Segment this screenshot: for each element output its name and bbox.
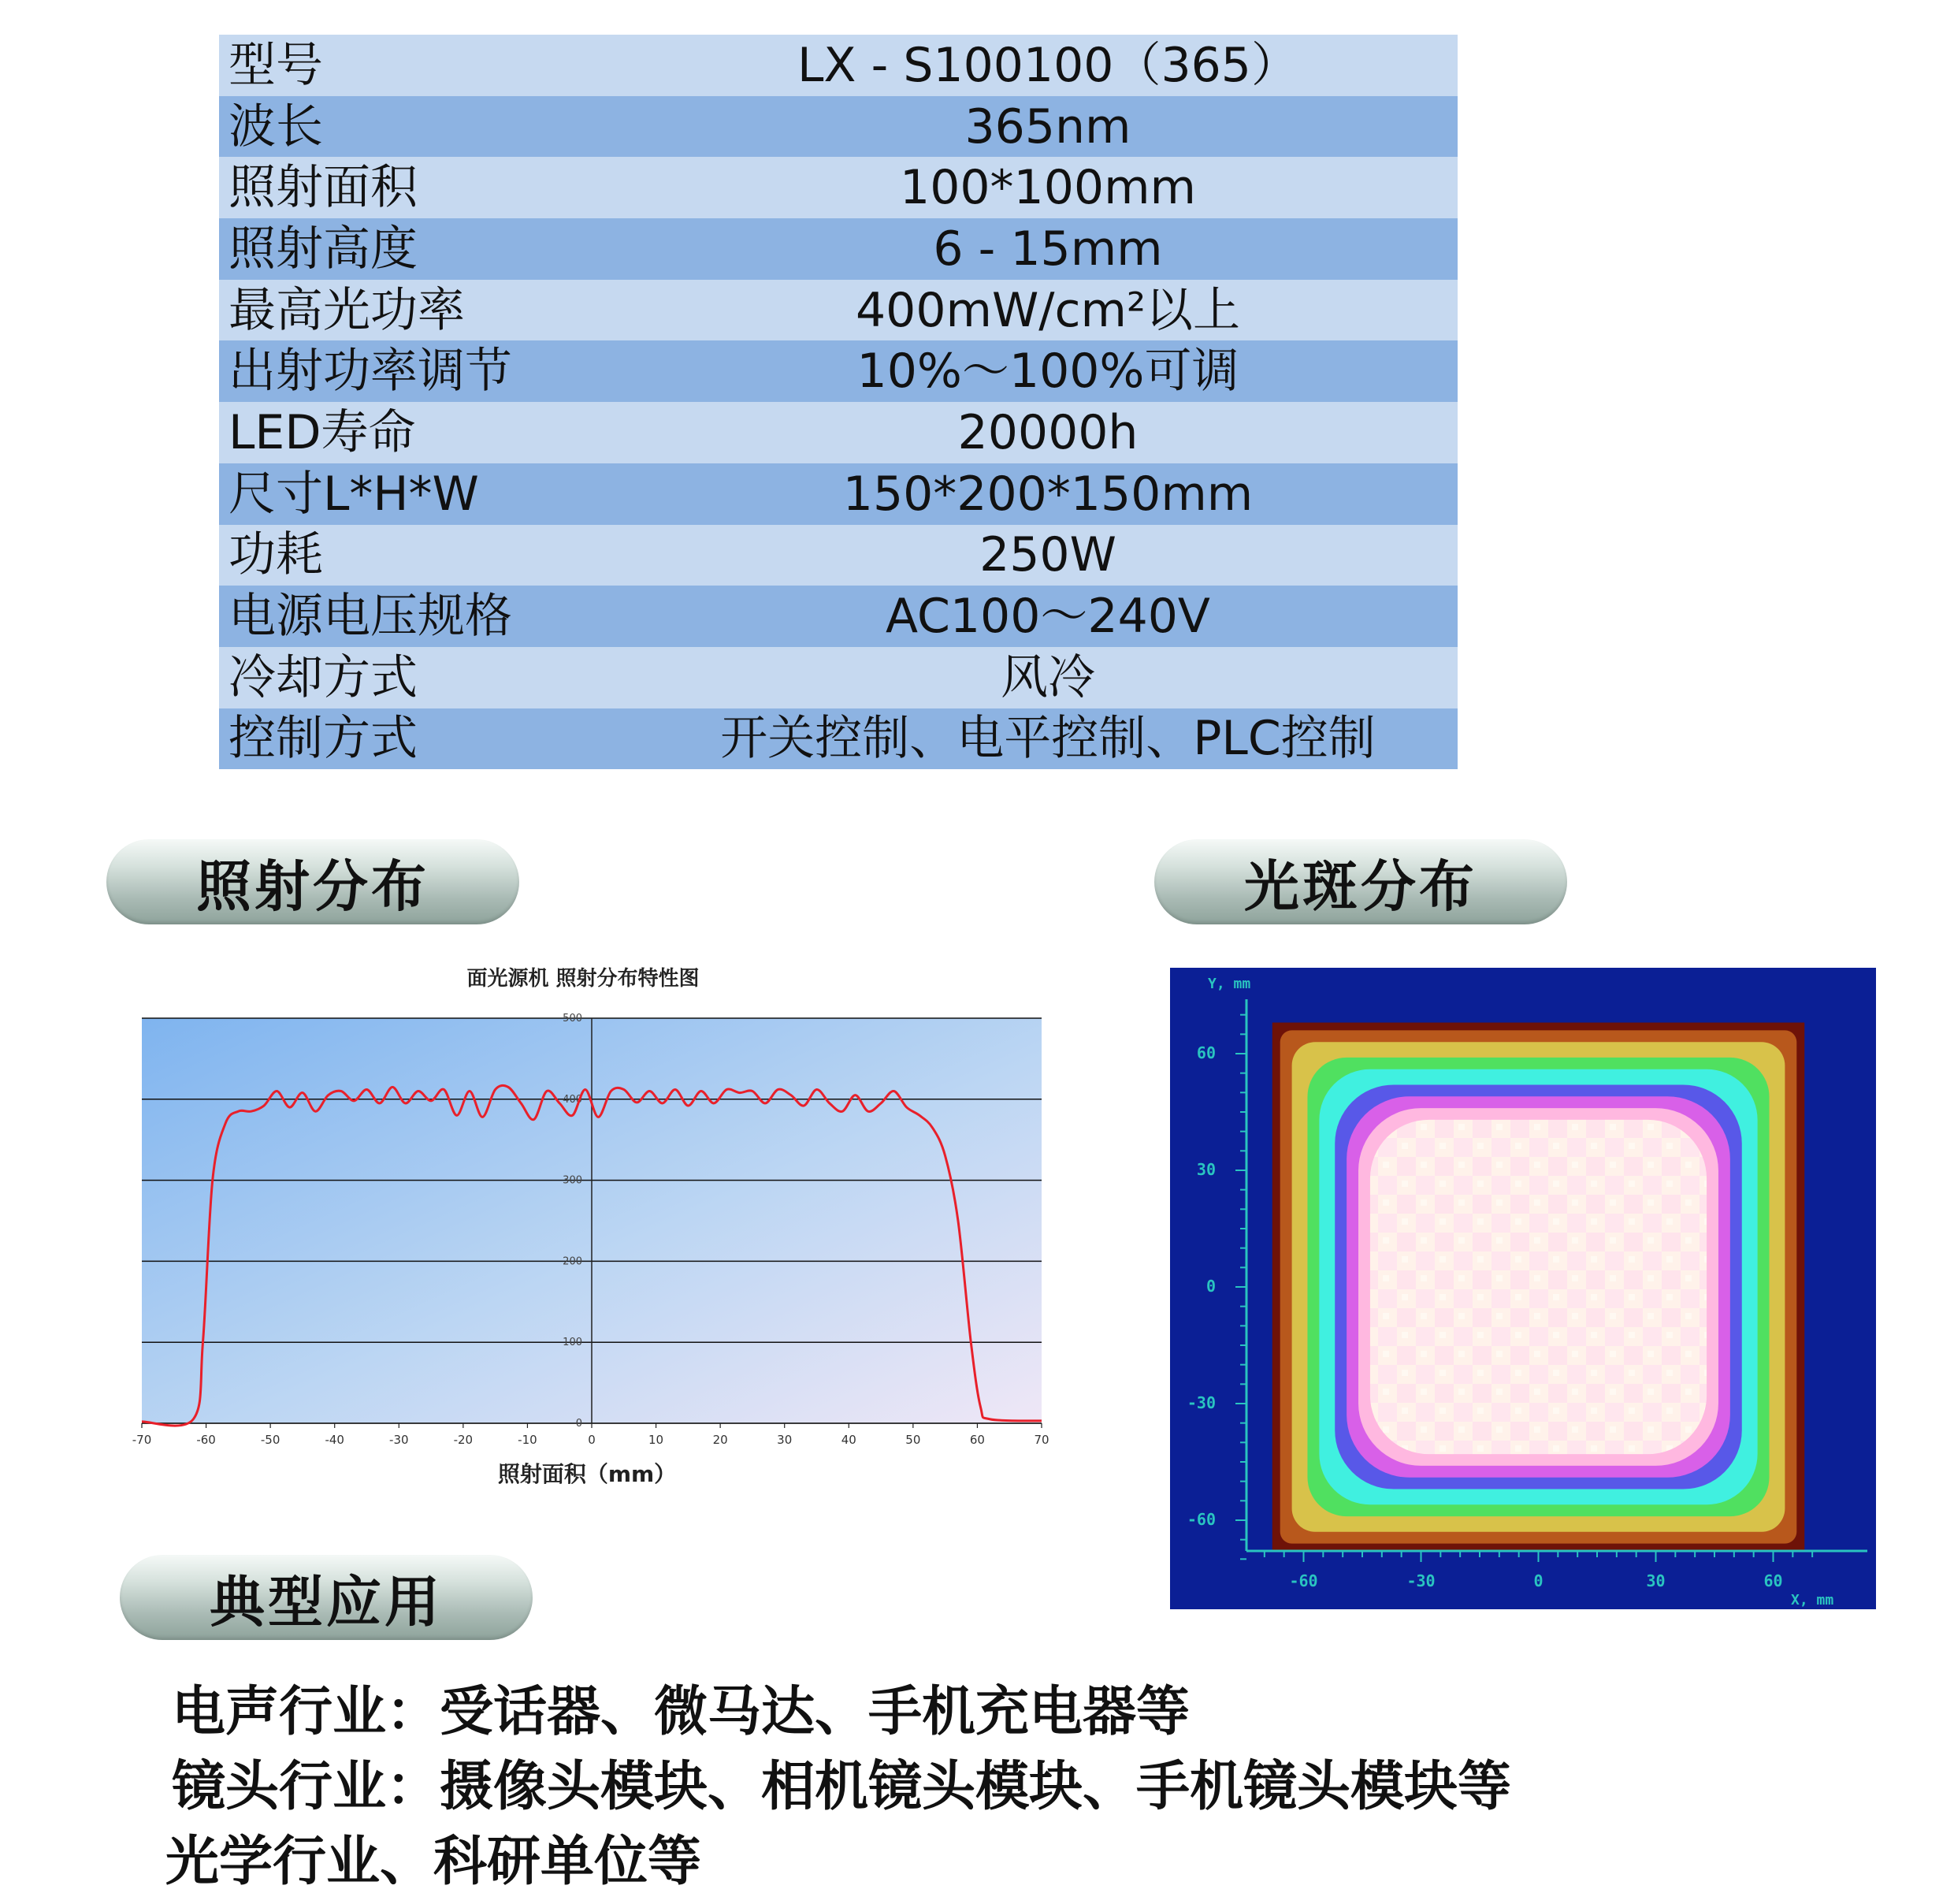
- spec-value: 150*200*150mm: [670, 463, 1458, 525]
- y-tick-label: 500: [563, 1013, 582, 1025]
- x-tick-label: -40: [325, 1433, 344, 1447]
- heatmap-y-axis-label: Y, mm: [1208, 976, 1251, 992]
- intensity-band: [1370, 1120, 1707, 1454]
- heatmap-intensity-bands: [1272, 1023, 1804, 1552]
- x-tick-label: 40: [841, 1433, 856, 1447]
- spec-row-model: [219, 35, 1458, 96]
- chart-title: 面光源机 照射分布特性图: [466, 967, 700, 991]
- chart-x-axis-label: 照射面积（mm）: [497, 1461, 677, 1487]
- spec-row-wavelength: [219, 96, 1458, 158]
- y-tick-label: 0: [1205, 1277, 1216, 1296]
- spec-value: 10%～100%可调: [670, 340, 1458, 402]
- chart-x-ticks: [132, 1423, 1049, 1447]
- x-tick-label: -10: [518, 1433, 537, 1447]
- x-tick-label: -30: [389, 1433, 409, 1447]
- spec-row-power-adjust: [219, 340, 1458, 402]
- y-tick-label: 400: [563, 1093, 582, 1106]
- application-item: 电声行业：受话器、微马达、手机充电器等: [172, 1681, 1191, 1743]
- x-tick-label: -60: [1289, 1571, 1318, 1590]
- spec-value: 风冷: [670, 647, 1458, 708]
- y-tick-label: -60: [1187, 1510, 1216, 1529]
- section-title: 典型应用: [210, 1569, 443, 1634]
- spec-row-cooling: [219, 647, 1458, 708]
- x-tick-label: 30: [1646, 1571, 1666, 1590]
- x-tick-label: -60: [196, 1433, 216, 1447]
- spec-row-led-life: [219, 402, 1458, 463]
- x-tick-label: 30: [777, 1433, 793, 1447]
- y-tick-label: 100: [563, 1337, 582, 1349]
- x-tick-label: 10: [648, 1433, 664, 1447]
- spec-label: 电源电压规格: [219, 586, 670, 647]
- spec-label: 控制方式: [219, 708, 670, 770]
- spec-table-body: [219, 35, 1458, 769]
- spot-heatmap-svg: [1170, 968, 1876, 1609]
- irradiation-chart-svg: [118, 954, 1064, 1505]
- spec-value: AC100～240V: [670, 586, 1458, 647]
- spot-heatmap: [1170, 968, 1876, 1609]
- section-header-applications: [120, 1555, 533, 1640]
- spec-row-power: [219, 280, 1458, 341]
- spec-value: LX - S100100（365）: [670, 35, 1458, 96]
- spec-row-consumption: [219, 525, 1458, 586]
- spec-value: 6 - 15mm: [670, 218, 1458, 280]
- x-tick-label: -50: [260, 1433, 280, 1447]
- spec-row-size: [219, 463, 1458, 525]
- spec-table: [219, 35, 1458, 769]
- y-tick-label: 300: [563, 1174, 582, 1187]
- spec-label: 功耗: [219, 525, 670, 586]
- application-item: 光学行业、科研单位等: [165, 1831, 702, 1894]
- spec-value: 400mW/cm²以上: [670, 280, 1458, 341]
- y-tick-label: 200: [563, 1255, 582, 1268]
- x-tick-label: 20: [712, 1433, 728, 1447]
- x-tick-label: -20: [453, 1433, 474, 1447]
- spec-label: 最高光功率: [219, 280, 670, 341]
- spec-label: 型号: [219, 35, 670, 96]
- y-tick-label: -30: [1187, 1393, 1216, 1412]
- x-tick-label: 60: [969, 1433, 985, 1447]
- applications-list: [165, 1675, 1512, 1900]
- spec-label: 波长: [219, 96, 670, 158]
- spec-label: 尺寸L*H*W: [219, 463, 670, 525]
- section-title: 照射分布: [196, 853, 429, 919]
- spec-label: 照射高度: [219, 218, 670, 280]
- spec-row-area: [219, 157, 1458, 218]
- spec-row-height: [219, 218, 1458, 280]
- spec-row-control: [219, 708, 1458, 770]
- y-tick-label: 30: [1196, 1160, 1216, 1179]
- spec-value: 开关控制、电平控制、PLC控制: [670, 708, 1458, 770]
- spec-value: 250W: [670, 525, 1458, 586]
- spec-label: 照射面积: [219, 157, 670, 218]
- spec-value: 20000h: [670, 402, 1458, 463]
- y-tick-label: 60: [1196, 1043, 1216, 1062]
- spec-value: 100*100mm: [670, 157, 1458, 218]
- x-tick-label: -70: [132, 1433, 152, 1447]
- x-tick-label: 60: [1763, 1571, 1783, 1590]
- x-tick-label: -30: [1406, 1571, 1436, 1590]
- application-item: 镜头行业：摄像头模块、相机镜头模块、手机镜头模块等: [172, 1756, 1512, 1819]
- section-title: 光斑分布: [1244, 853, 1477, 919]
- x-tick-label: 50: [905, 1433, 921, 1447]
- spec-value: 365nm: [670, 96, 1458, 158]
- x-tick-label: 0: [588, 1433, 596, 1447]
- y-tick-label: 0: [575, 1418, 582, 1430]
- spec-label: 出射功率调节: [219, 340, 670, 402]
- spec-label: 冷却方式: [219, 647, 670, 708]
- irradiation-chart: [118, 954, 1064, 1505]
- section-header-irradiation: [106, 839, 519, 924]
- x-tick-label: 70: [1034, 1433, 1049, 1447]
- x-tick-label: 0: [1533, 1571, 1544, 1590]
- spec-label: LED寿命: [219, 402, 670, 463]
- heatmap-x-axis-label: X, mm: [1791, 1592, 1834, 1608]
- section-header-spot: [1154, 839, 1567, 924]
- spec-row-voltage: [219, 586, 1458, 647]
